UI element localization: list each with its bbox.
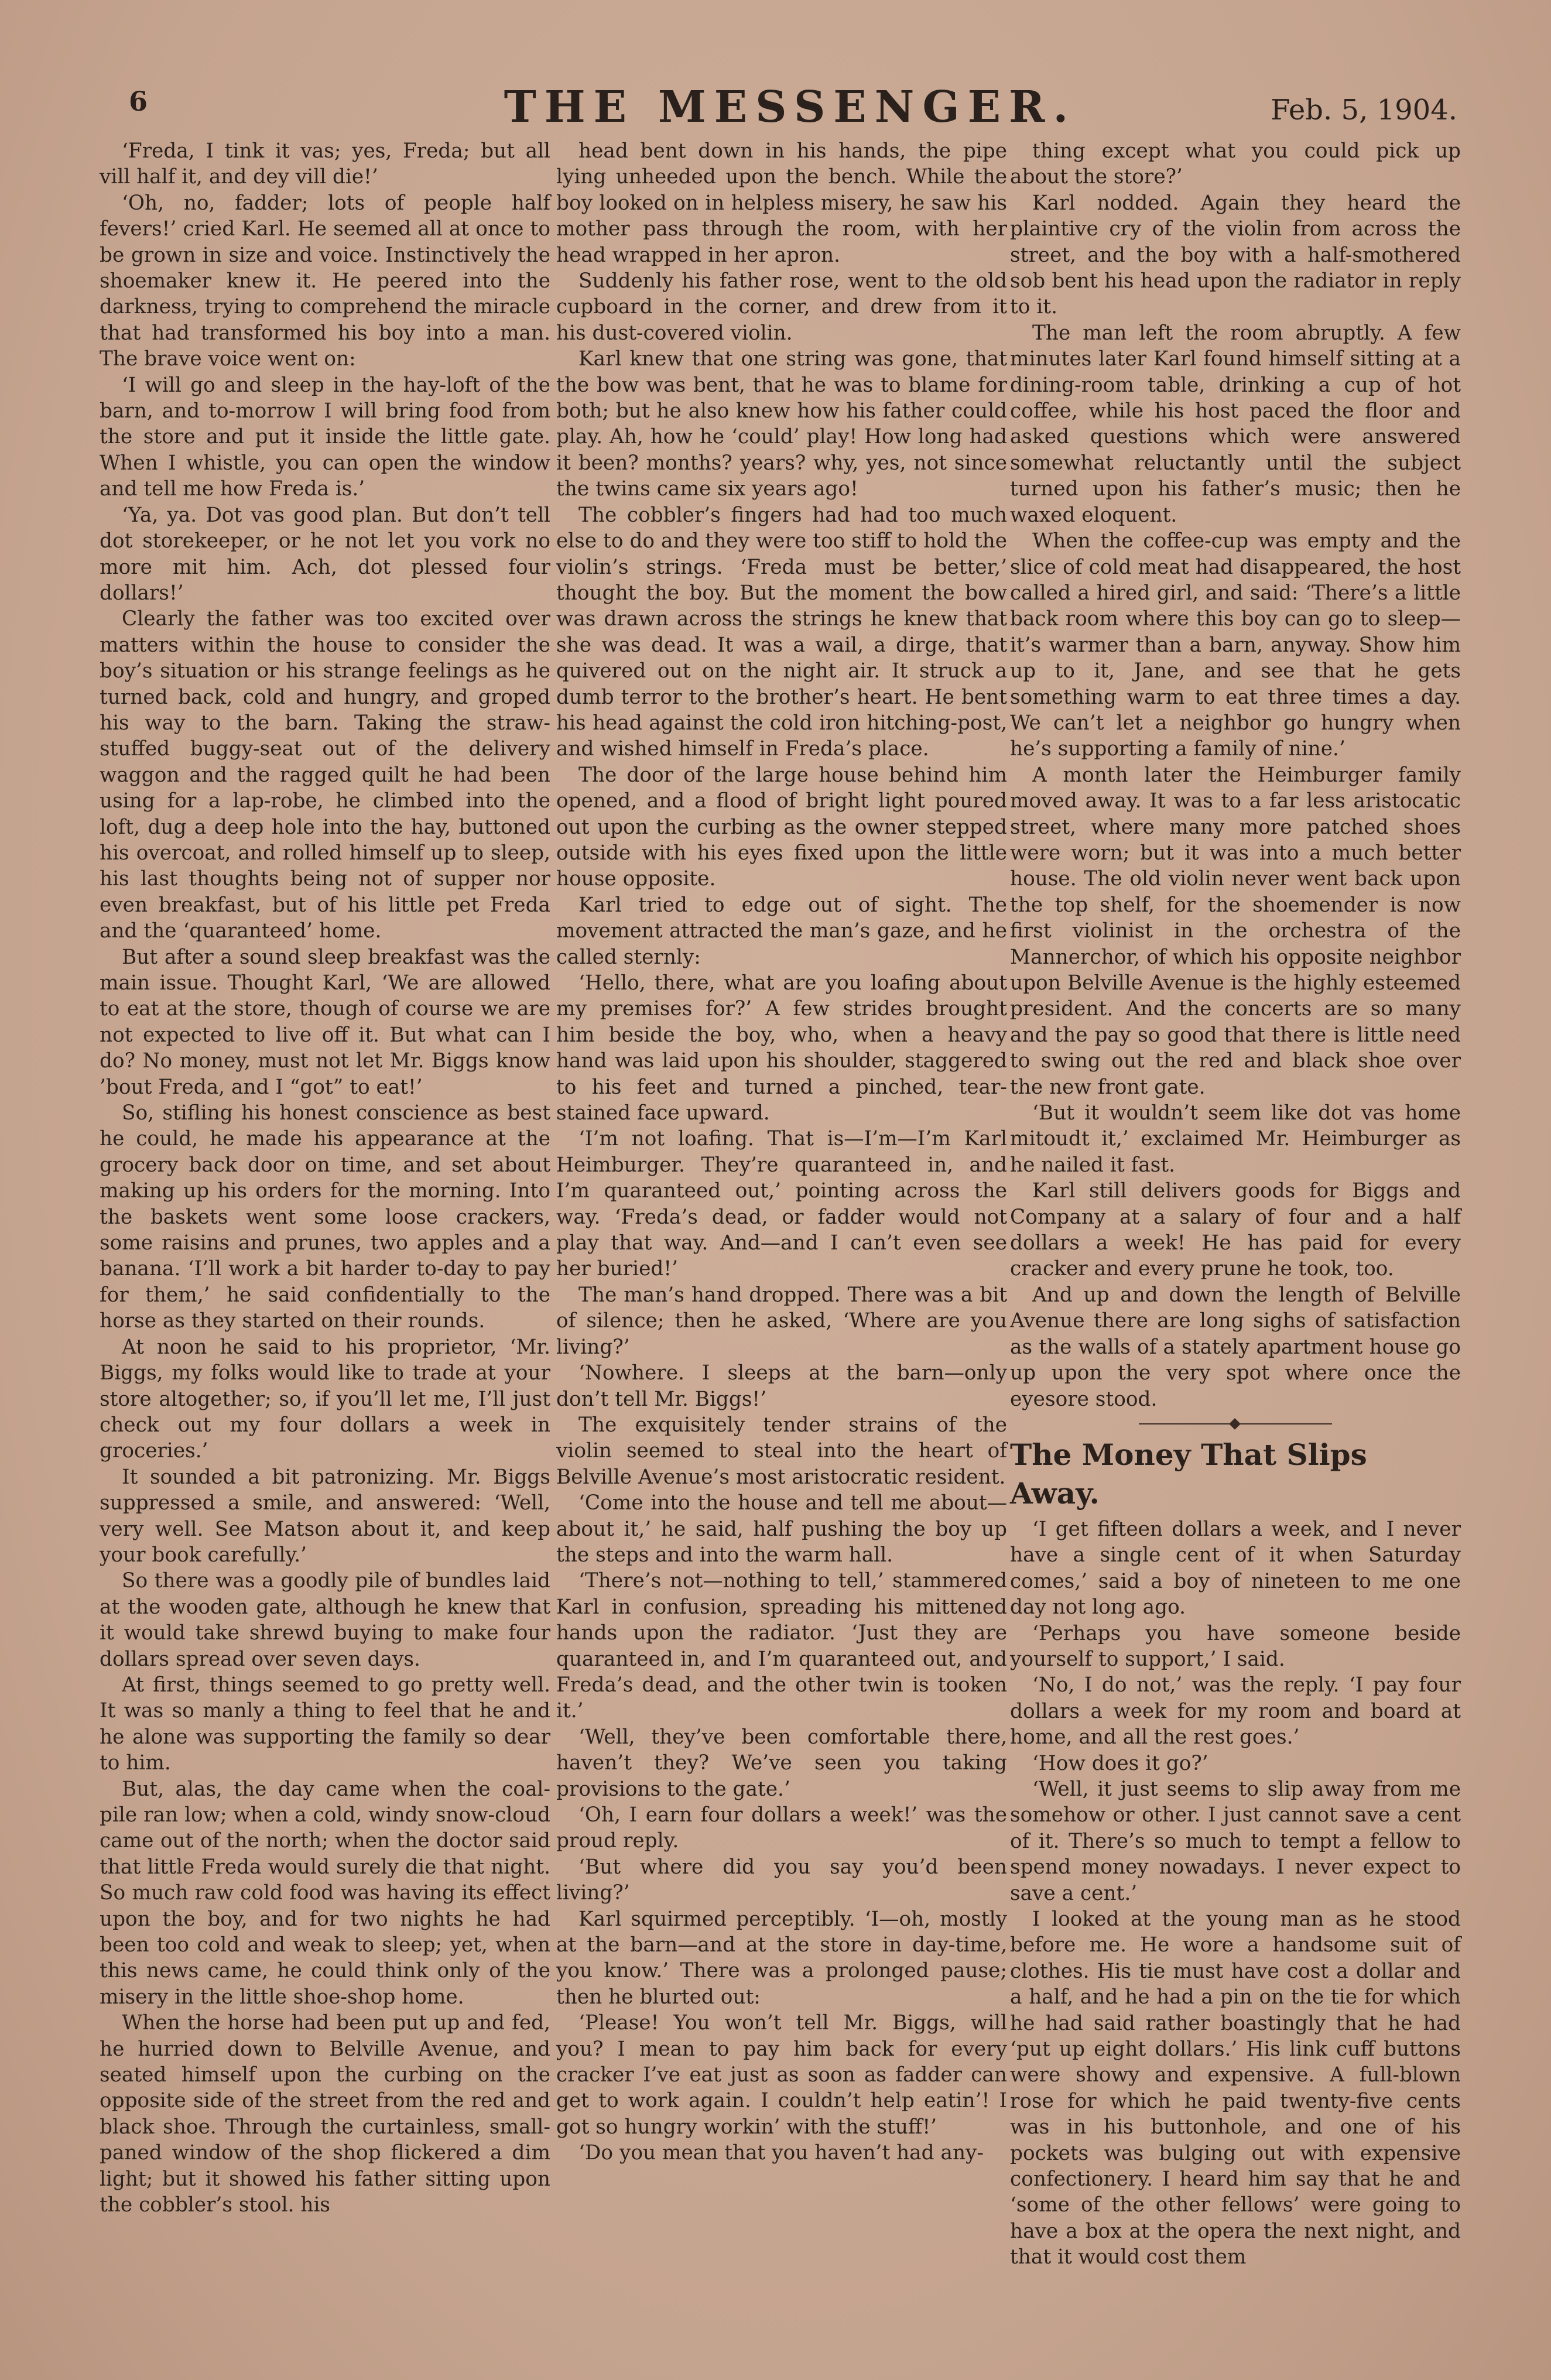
paragraph: ‘Hello, there, what are you loafing about my premises for?’ A few strides brought him beside the boy, who, when a heavy hand was laid upon his shoulder, staggered to his feet and turned a pinched, tear-stained face upward. [556, 971, 1007, 1125]
paragraph: It sounded a bit patronizing. Mr. Biggs suppressed a smile, and answered: ‘Well, very well. See Matson about it, and keep your book carefully.’ [100, 1465, 550, 1567]
paragraph: Karl squirmed perceptibly. ‘I—oh, mostly at the barn—and at the store in day-time, you know.’ There was a prolonged pause; then he blurted out: [556, 1907, 1007, 2009]
page-header [123, 82, 1457, 135]
page-number: 6 [129, 85, 148, 117]
paragraph: ‘Perhaps you have someone beside yourself to support,’ I said. [1010, 1621, 1461, 1671]
paragraph: ‘There’s not—nothing to tell,’ stammered Karl in confusion, spreading his mittened hands upon the radiator. ‘Just they are quaranteed in, and I’m quaranteed out, and Freda’s dead, and the other twin is tooken it.’ [556, 1569, 1007, 1723]
column-1 [100, 138, 550, 2218]
paragraph: ‘Oh, no, fadder; lots of people half fevers!’ cried Karl. He seemed all at once to be grown in size and voice. Instinctively the shoemaker knew it. He peered into the darkness, trying to comprehend the miracle that had transformed his boy into a man. The brave voice went on: [100, 191, 550, 371]
paragraph: Karl still delivers goods for Biggs and Company at a salary of four and a half dollars a week! He has paid for every cracker and every prune he took, too. [1010, 1179, 1461, 1281]
paragraph: ‘Do you mean that you haven’t had any- [578, 2141, 984, 2165]
paragraph: At noon he said to his proprietor, ‘Mr. Biggs, my folks would like to trade at your store altogether; so, if you’ll let me, I’ll just check out my four dollars a week in groceries.’ [100, 1335, 550, 1463]
paragraph: When the horse had been put up and fed, he hurried down to Belville Avenue, and seated himself upon the curbing on the opposite side of the street from the red and black shoe. Through the curtainless, small-paned window of the shop flickered a dim light; but it showed his father sitting upon the cobbler’s stool. his [100, 2011, 550, 2217]
paragraph: ‘I’m not loafing. That is—I’m—I’m Karl Heimburger. They’re quaranteed in, and I’m quaranteed out,’ pointing across the way. ‘Freda’s dead, or fadder would not play that way. And—and I can’t even see her buried!’ [556, 1127, 1007, 1281]
paragraph: ‘Well, they’ve been comfortable there, haven’t they? We’ve seen you taking provisions to the gate.’ [556, 1725, 1007, 1801]
paragraph: thing except what you could pick up about the store?’ [1010, 139, 1461, 189]
paragraph: ‘Nowhere. I sleeps at the barn—only don’t tell Mr. Biggs!’ [556, 1361, 1007, 1411]
paragraph: So there was a goodly pile of bundles laid at the wooden gate, although he knew that it would take shrewd buying to make four dollars spread over seven days. [100, 1569, 550, 1671]
paragraph: The exquisitely tender strains of the violin seemed to steal into the heart of Belville Avenue’s most aristocratic resident. [556, 1413, 1007, 1489]
section-divider [1010, 1412, 1461, 1436]
column-3 [1010, 138, 1461, 2271]
paragraph: ‘Well, it just seems to slip away from me somehow or other. I just cannot save a cent of it. There’s so much to tempt a fellow to spend money nowadays. I never expect to save a cent.’ [1010, 1777, 1461, 1905]
paragraph: ‘Oh, I earn four dollars a week!’ was the proud reply. [556, 1803, 1007, 1853]
paragraph: But, alas, the day came when the coal-pile ran low; when a cold, windy snow-cloud came out of the north; when the doctor said that little Freda would surely die that night. So much raw cold food was having its effect upon the boy, and for two nights he had been too cold and weak to sleep; yet, when this news came, he could think only of the misery in the little shoe-shop home. [100, 1777, 550, 2009]
paragraph: ‘Please! You won’t tell Mr. Biggs, will you? I mean to pay him back for every cracker I’ve eat just as soon as fadder can get to work again. I couldn’t help eatin’! I got so hungry workin’ with the stuff!’ [556, 2011, 1007, 2139]
paragraph: ‘How does it go?’ [1032, 1751, 1208, 1775]
paragraph: ‘Come into the house and tell me about—about it,’ he said, half pushing the boy up the steps and into the warm hall. [556, 1491, 1007, 1567]
paragraph: At first, things seemed to go pretty well. It was so manly a thing to feel that he and he alone was supporting the family so dear to him. [100, 1673, 550, 1775]
paragraph: The door of the large house behind him opened, and a flood of bright light poured out upon the curbing as the owner stepped outside with his eyes fixed upon the little house opposite. [556, 763, 1007, 891]
paragraph: Karl tried to edge out of sight. The movement attracted the man’s gaze, and he called sternly: [556, 893, 1007, 969]
paragraph: Karl knew that one string was gone, that the bow was bent, that he was to blame for both; but he also knew how his father could play. Ah, how he ‘could’ play! How long had it been? months? years? why, yes, not since the twins came six years ago! [556, 347, 1007, 501]
paragraph: Karl nodded. Again they heard the plaintive cry of the violin from across the street, and the boy with a half-smothered sob bent his head upon the radiator in reply to it. [1010, 191, 1461, 319]
column-3-story-end [1010, 138, 1461, 1412]
paragraph: ‘I will go and sleep in the hay-loft of the barn, and to-morrow I will bring food from the store and put it inside the little gate. When I whistle, you can open the window and tell me how Freda is.’ [100, 373, 550, 501]
paragraph: When the coffee-cup was empty and the slice of cold meat had disappeared, the host called a hired girl, and said: ‘There’s a little back room where this boy can go to sleep—it’s warmer than a barn, anyway. Show him up to it, Jane, and see that he gets something warm to eat three times a day. We can’t let a neighbor go hungry when he’s supporting a family of nine.’ [1010, 529, 1461, 761]
paragraph: But after a sound sleep breakfast was the main issue. Thought Karl, ‘We are allowed to eat at the store, though of course we are not expected to live off it. But what can I do? No money, must not let Mr. Biggs know ’bout Freda, and I “got” to eat!’ [100, 945, 550, 1099]
paragraph: Suddenly his father rose, went to the old cupboard in the corner, and drew from it his dust-covered violin. [556, 269, 1007, 345]
paragraph: Clearly the father was too excited over matters within the house to consider the boy’s situation or his strange feelings as he turned back, cold and hungry, and groped his way to the barn. Taking the straw-stuffed buggy-seat out of the delivery waggon and the ragged quilt he had been using for a lap-robe, he climbed into the loft, dug a deep hole into the hay, buttoned his overcoat, and rolled himself up to sleep, his last thoughts being not of supper nor even breakfast, but of his little pet Freda and the ‘quaranteed’ home. [100, 607, 550, 943]
column-3-new-article [1010, 1516, 1461, 2271]
paragraph: ‘Ya, ya. Dot vas good plan. But don’t tell dot storekeeper, or he not let you vork no more mit him. Ach, dot plessed four dollars!’ [100, 503, 550, 605]
paragraph: ‘No, I do not,’ was the reply. ‘I pay four dollars a week for my room and board at home, and all the rest goes.’ [1010, 1673, 1461, 1749]
paragraph: The man left the room abruptly. A few minutes later Karl found himself sitting at a dining-room table, drinking a cup of hot coffee, while his host paced the floor and asked questions which were answered somewhat reluctantly until the subject turned upon his father’s music; then he waxed eloquent. [1010, 321, 1461, 527]
paragraph: And up and down the length of Belville Avenue there are long sighs of satisfaction as the walls of a stately apartment house go up upon the very spot where once the eyesore stood. [1010, 1283, 1461, 1411]
issue-date: Feb. 5, 1904. [1271, 94, 1457, 126]
paragraph: head bent down in his hands, the pipe lying unheeded upon the bench. While the boy looked on in helpless misery, he saw his mother pass through the room, with her head wrapped in her apron. [556, 139, 1007, 267]
paragraph: A month later the Heimburger family moved away. It was to a far less aristocatic street, where many more patched shoes were worn; but it was into a much better house. The old violin never went back upon the top shelf, for the shoemender is now first violinist in the orchestra of the Mannerchor, of which his opposite neighbor upon Belville Avenue is the highly esteemed president. And the concerts are so many and the pay so good that there is little need to swing out the red and black shoe over the new front gate. [1010, 763, 1461, 1099]
paragraph: ‘But it wouldn’t seem like dot vas home mitoudt it,’ exclaimed Mr. Heimburger as he nailed it fast. [1010, 1101, 1461, 1177]
paragraph: So, stifling his honest conscience as best he could, he made his appearance at the grocery back door on time, and set about making up his orders for the morning. Into the baskets went some loose crackers, some raisins and prunes, two apples and a banana. ‘I’ll work a bit harder to-day to pay for them,’ he said confidentially to the horse as they started on their rounds. [100, 1101, 550, 1333]
paragraph: The man’s hand dropped. There was a bit of silence; then he asked, ‘Where are you living?’ [556, 1283, 1007, 1359]
section-title: The Money That Slips Away. [1010, 1437, 1367, 1511]
masthead: THE MESSENGER. [504, 82, 1077, 132]
column-2 [556, 138, 1007, 2166]
paragraph: ‘But where did you say you’d been living?’ [556, 1855, 1007, 1905]
paragraph: I looked at the young man as he stood before me. He wore a handsome suit of clothes. His tie must have cost a dollar and a half, and he had a pin on the tie for which he had said rather boastingly that he had ‘put up eight dollars.’ His link cuff buttons were showy and expensive. A full-blown rose for which he paid twenty-five cents was in his buttonhole, and one of his pockets was bulging out with expensive confectionery. I heard him say that he and ‘some of the other fellows’ were going to have a box at the opera the next night, and that it would cost them [1010, 1908, 1461, 2269]
paragraph: The cobbler’s fingers had had too much else to do and they were too stiff to hold the violin’s strings. ‘Freda must be better,’ thought the boy. But the moment the bow was drawn across the strings he knew that she was dead. It was a wail, a dirge, that quivered out on the night air. It struck a dumb terror to the brother’s heart. He bent his head against the cold iron hitching-post, and wished himself in Freda’s place. [556, 503, 1007, 761]
paragraph: ‘I get fifteen dollars a week, and I never have a single cent of it when Saturday comes,’ said a boy of nineteen to me one day not long ago. [1010, 1517, 1461, 1619]
paragraph: ‘Freda, I tink it vas; yes, Freda; but all vill half it, and dey vill die!’ [100, 139, 550, 189]
